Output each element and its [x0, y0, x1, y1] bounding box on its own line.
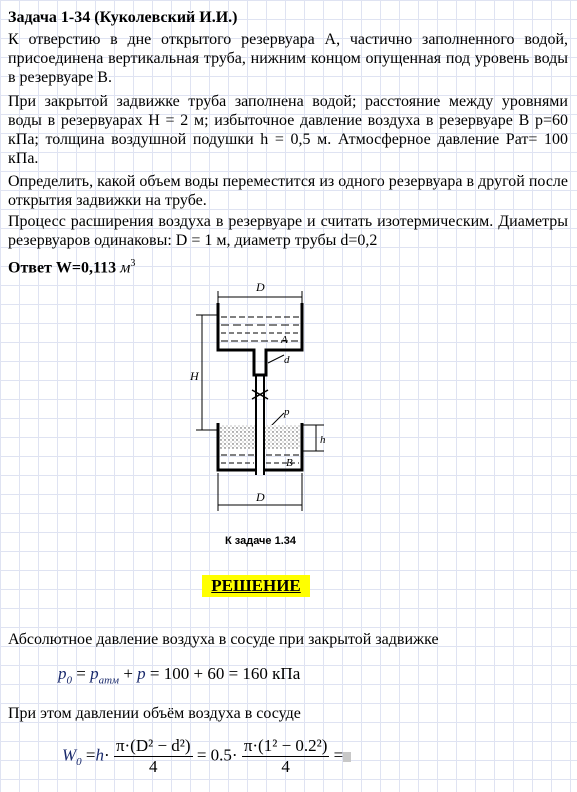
paragraph-3: Определить, какой объем воды переместится из одного резервуара в другой после открытия задвижки на трубе. [8, 173, 568, 209]
label-B: B [286, 457, 293, 469]
paragraph-1: К отверстию в дне открытого резервуара А, частично заполненного водой, присоединена вертикальная труба, нижним концом опущенная под уровень воды в резервуаре В. [8, 31, 568, 86]
answer-label: Ответ W=0,113 [8, 259, 117, 277]
label-D-bottom: D [256, 490, 265, 504]
step2-text: При этом давлении объём воздуха в сосуде [8, 705, 301, 722]
formula-W0: $W_0 =h\cdot$ $\frac{\text{π·(D² − d²)}}{4}$ = 0.5· $\frac{\text{π·(1² − 0.2²)}}{4}$ = [62, 736, 351, 777]
label-d: d [284, 354, 290, 366]
paragraph-4: Процесс расширения воздуха в резервуаре и считать изотермическим. Диаметры резервуаров одинаковы: D = 1 м, диаметр трубы d=0,2 [8, 213, 568, 249]
figure-caption: К задаче 1.34 [225, 535, 297, 547]
label-p: p [284, 406, 290, 418]
label-A: A [281, 334, 288, 346]
label-D-top: D [256, 280, 265, 294]
solution-header: РЕШЕНИЕ [202, 575, 310, 597]
problem-title: Задача 1-34 (Куколевский И.И.) [8, 9, 238, 26]
answer-line [8, 254, 135, 277]
result-placeholder [343, 752, 351, 762]
label-H: H [190, 369, 199, 383]
answer-exp: 3 [130, 258, 136, 269]
answer-unit: м [120, 259, 131, 277]
tank-diagram [176, 275, 356, 550]
label-h: h [320, 434, 326, 446]
step1-text: Абсолютное давление воздуха в сосуде при закрытой задвижке [8, 631, 439, 648]
formula-p0: $p_0 = p_{атм} + p = 100 + 60 = 160$ кПа [58, 664, 301, 687]
valve [252, 390, 268, 399]
paragraph-2: При закрытой задвижке труба заполнена водой; расстояние между уровнями воды в резервуарах H = 2 м; избыточное давление воздуха в резервуаре В p=60 кПа; толщина воздушной подушки h = 0,5 м. Атмосферное давление Рат= 100 кПа. [8, 93, 568, 167]
